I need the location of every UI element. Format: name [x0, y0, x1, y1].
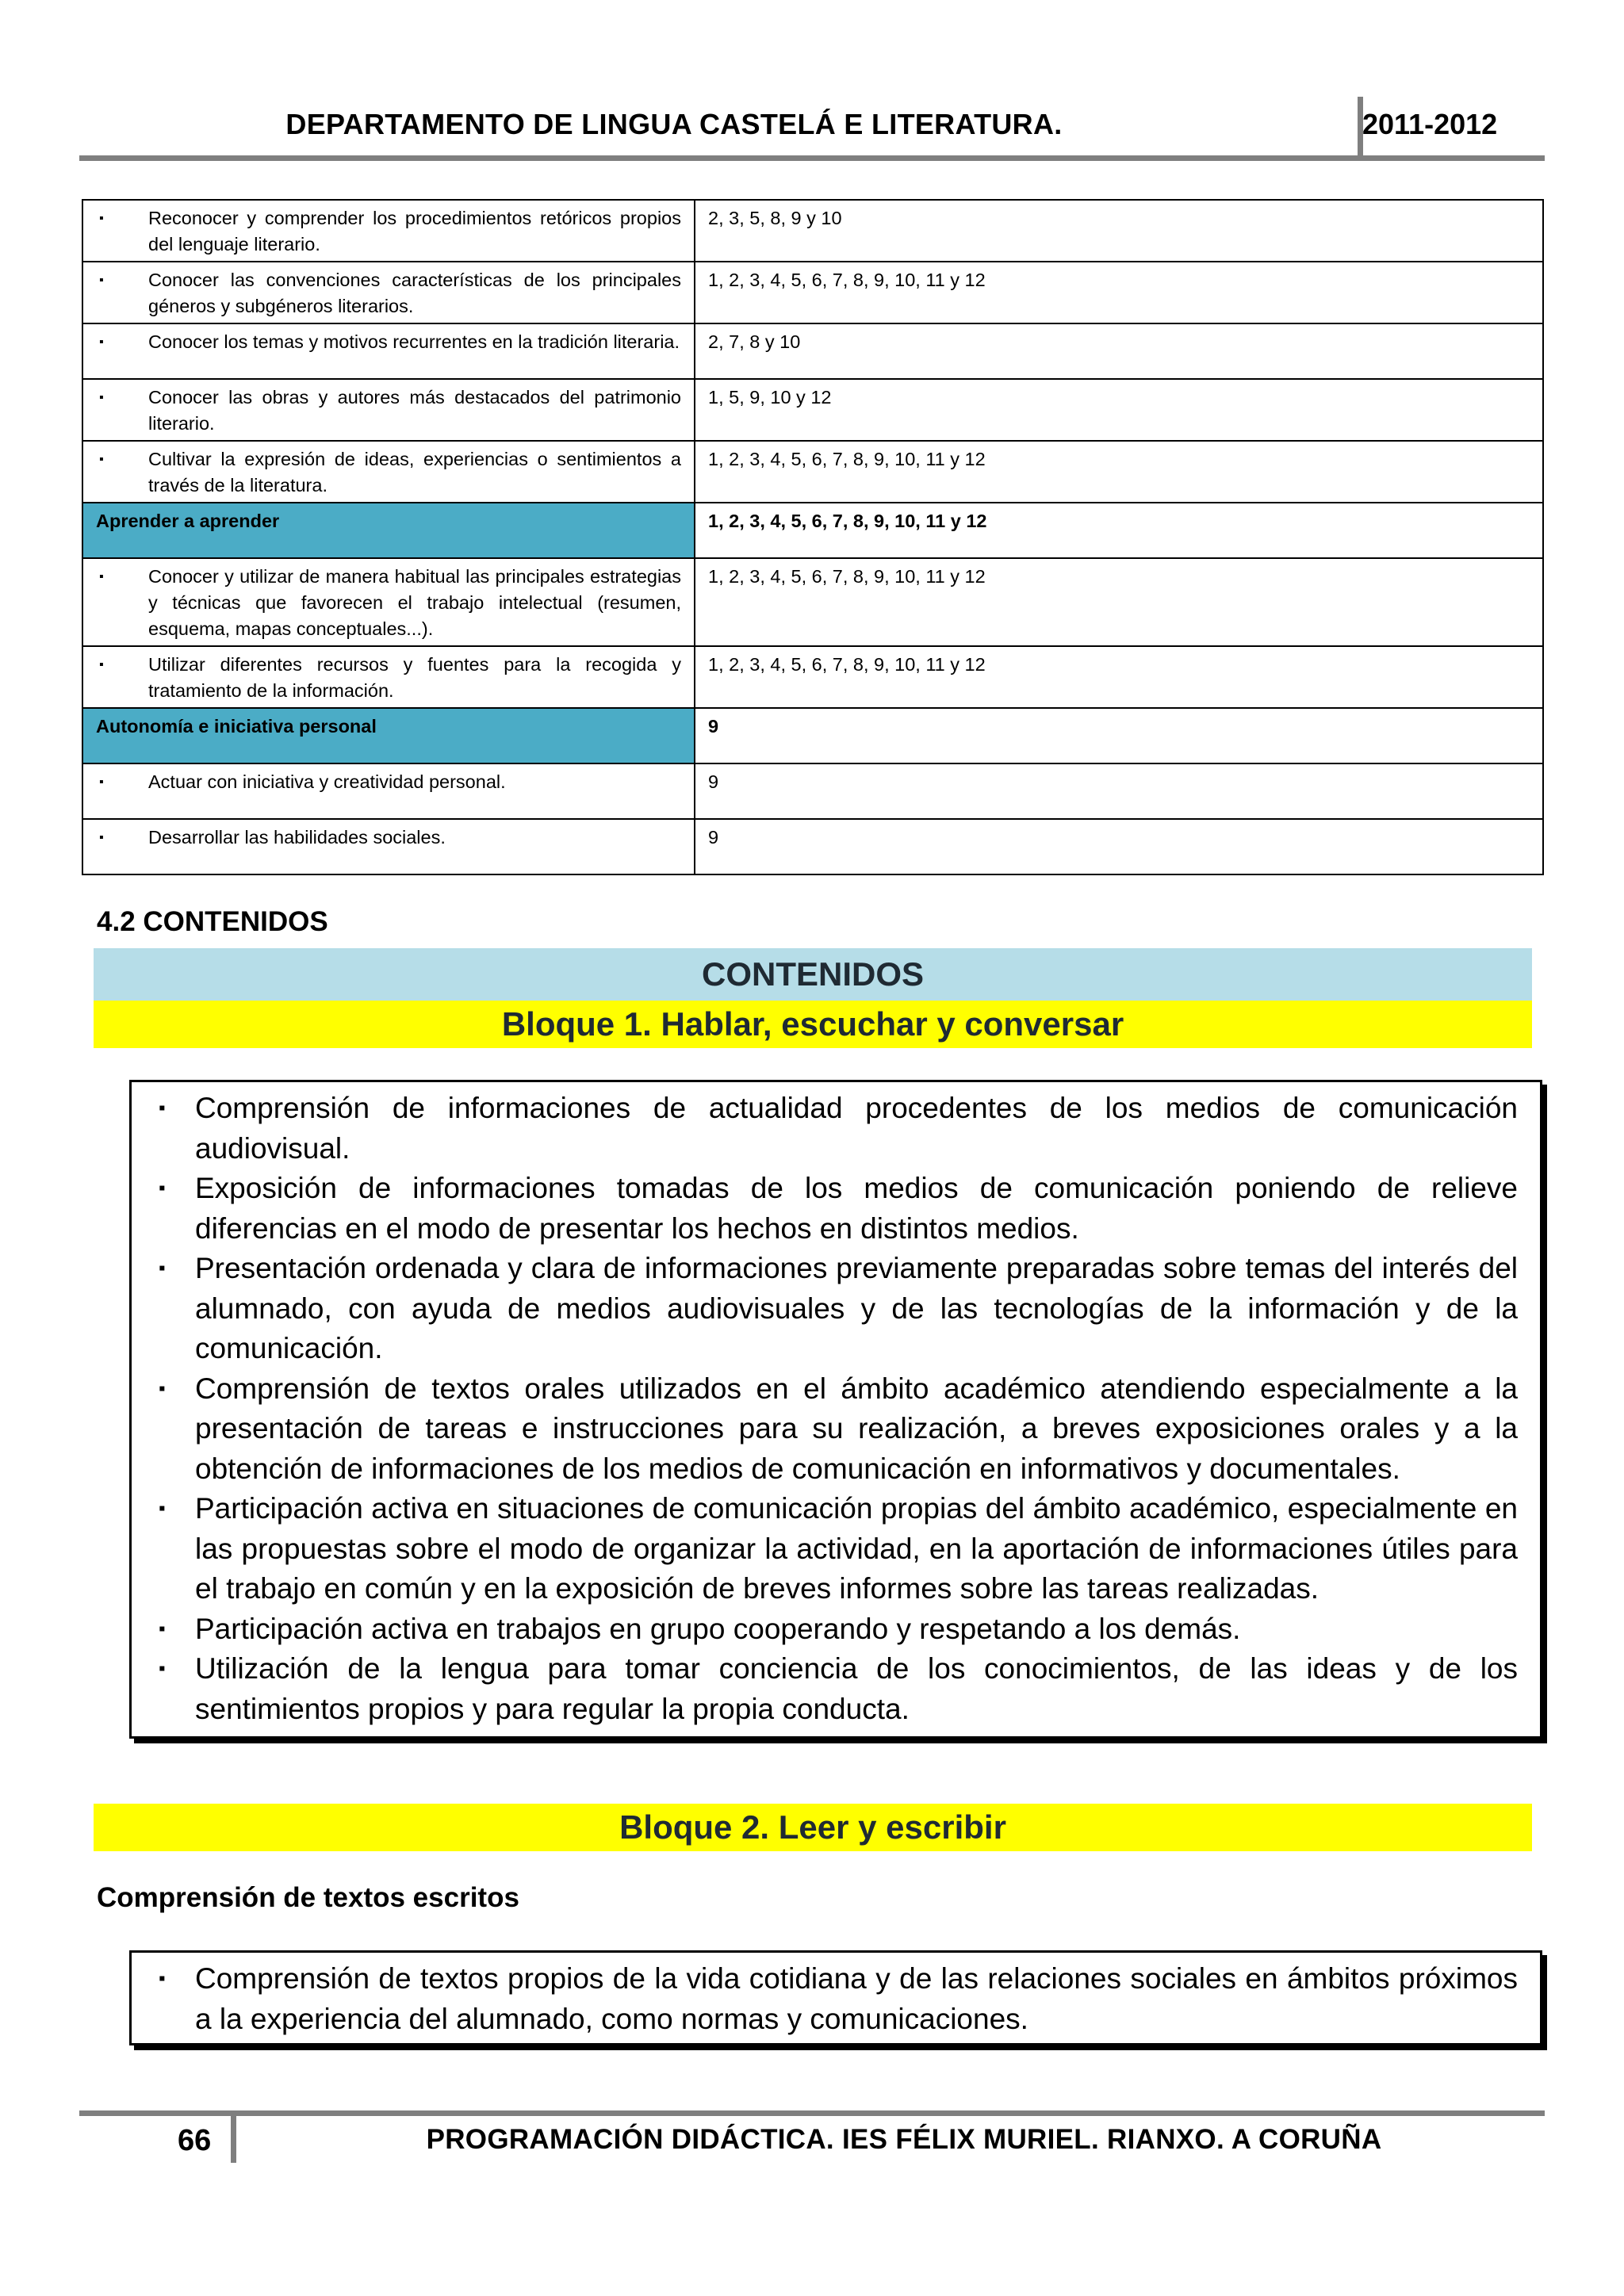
list-item [147, 1369, 1518, 1490]
competence-cell [82, 323, 695, 379]
list-item-text: Comprensión de textos propios de la vida cotidiana y de las relaciones sociales en ámbitos próximos a la experiencia del alumnado, como normas y comunicaciones. [195, 1962, 1518, 2035]
competence-text: Desarrollar las habilidades sociales. [148, 827, 446, 848]
bullet-icon: ▪ [159, 1377, 166, 1399]
bullet-icon: ▪ [159, 1968, 166, 1989]
table-section-row [82, 503, 1543, 558]
competence-cell [82, 379, 695, 441]
units-cell: 9 [695, 763, 1543, 819]
table-row [82, 819, 1543, 874]
list-item [147, 1649, 1518, 1729]
table-row [82, 441, 1543, 503]
bullet-icon: ▪ [99, 391, 104, 404]
table-row [82, 646, 1543, 708]
table-row [82, 262, 1543, 323]
units-cell: 9 [695, 708, 1543, 763]
document-header-title: DEPARTAMENTO DE LINGUA CASTELÁ E LITERATURA. [285, 108, 1063, 140]
competence-text: Utilizar diferentes recursos y fuentes para la recogida y tratamiento de la información. [148, 654, 681, 701]
table-row [82, 323, 1543, 379]
list-item-text: Presentación ordenada y clara de informaciones previamente preparadas sobre temas del interés del alumnado, con ayuda de medios audiovisuales y de las tecnologías de la información y de la comunicación. [195, 1252, 1518, 1364]
footer-divider [231, 2110, 236, 2163]
list-item-text: Participación activa en trabajos en grupo cooperando y respetando a los demás. [195, 1612, 1241, 1645]
competence-cell: Aprender a aprender [82, 503, 695, 558]
bullet-icon: ▪ [159, 1257, 166, 1279]
competence-cell [82, 646, 695, 708]
list-item-text: Comprensión de informaciones de actualidad procedentes de los medios de comunicación audiovisual. [195, 1092, 1518, 1165]
bullet-icon: ▪ [99, 831, 104, 844]
bullet-icon: ▪ [99, 775, 104, 789]
bullet-icon: ▪ [99, 570, 104, 584]
units-cell: 2, 3, 5, 8, 9 y 10 [695, 200, 1543, 262]
units-cell: 1, 2, 3, 4, 5, 6, 7, 8, 9, 10, 11 y 12 [695, 503, 1543, 558]
list-item-text: Comprensión de textos orales utilizados en el ámbito académico atendiendo especialmente a la presentación de tareas e instrucciones para su realización, a breves exposiciones orales y a la obtención de informaciones de los medios de comunicación en informativos y documentales. [195, 1372, 1518, 1485]
page-number: 66 [178, 2124, 212, 2157]
units-cell: 2, 7, 8 y 10 [695, 323, 1543, 379]
list-item [147, 1609, 1518, 1650]
competence-cell [82, 763, 695, 819]
competence-cell [82, 200, 695, 262]
units-cell: 1, 2, 3, 4, 5, 6, 7, 8, 9, 10, 11 y 12 [695, 558, 1543, 646]
list-item-text: Exposición de informaciones tomadas de los medios de comunicación poniendo de relieve diferencias en el modo de presentar los hechos en distintos medios. [195, 1172, 1518, 1245]
section-heading: 4.2 CONTENIDOS [97, 906, 328, 937]
units-cell: 1, 2, 3, 4, 5, 6, 7, 8, 9, 10, 11 y 12 [695, 441, 1543, 503]
competence-cell [82, 441, 695, 503]
footer-rule [79, 2110, 1545, 2116]
bloque2-list [147, 1959, 1518, 2039]
list-item [147, 1089, 1518, 1169]
bullet-icon: ▪ [159, 1498, 166, 1519]
competence-cell [82, 558, 695, 646]
competence-cell [82, 819, 695, 874]
bullet-icon: ▪ [99, 274, 104, 287]
competence-cell [82, 262, 695, 323]
list-item [147, 1249, 1518, 1369]
bloque1-content-box [129, 1080, 1542, 1739]
list-item-text: Utilización de la lengua para tomar conciencia de los conocimientos, de las ideas y de los sentimientos propios y para regular la propia conducta. [195, 1652, 1518, 1725]
footer-text: PROGRAMACIÓN DIDÁCTICA. IES FÉLIX MURIEL. RIANXO. A CORUÑA [426, 2124, 1382, 2155]
table-row [82, 763, 1543, 819]
table-row [82, 379, 1543, 441]
bullet-icon: ▪ [99, 453, 104, 466]
contenidos-banner: CONTENIDOS [94, 948, 1532, 1001]
competence-text: Conocer las convenciones características de los principales géneros y subgéneros literarios. [148, 270, 681, 316]
bullet-icon: ▪ [159, 1177, 166, 1199]
competence-cell: Autonomía e iniciativa personal [82, 708, 695, 763]
document-header-year: 2011-2012 [1362, 108, 1498, 140]
list-item [147, 1169, 1518, 1249]
units-cell: 1, 2, 3, 4, 5, 6, 7, 8, 9, 10, 11 y 12 [695, 262, 1543, 323]
bullet-icon: ▪ [159, 1097, 166, 1119]
bullet-icon: ▪ [99, 335, 104, 349]
competence-text: Conocer y utilizar de manera habitual las principales estrategias y técnicas que favorecen el trabajo intelectual (resumen, esquema, mapas conceptuales...). [148, 566, 681, 639]
table-section-row [82, 708, 1543, 763]
competence-text: Actuar con iniciativa y creatividad personal. [148, 771, 506, 792]
bloque2-content-box [129, 1950, 1542, 2045]
bloque1-banner: Bloque 1. Hablar, escuchar y conversar [94, 1001, 1532, 1048]
competence-text: Reconocer y comprender los procedimientos retóricos propios del lenguaje literario. [148, 208, 681, 254]
bullet-icon: ▪ [159, 1617, 166, 1640]
competence-text: Cultivar la expresión de ideas, experiencias o sentimientos a través de la literatura. [148, 449, 681, 496]
bloque2-subheading: Comprensión de textos escritos [97, 1882, 519, 1913]
bullet-icon: ▪ [159, 1658, 166, 1679]
list-item [147, 1959, 1518, 2039]
units-cell: 9 [695, 819, 1543, 874]
table-row [82, 200, 1543, 262]
header-rule [79, 155, 1545, 161]
bloque2-banner: Bloque 2. Leer y escribir [94, 1804, 1532, 1851]
competence-text: Conocer los temas y motivos recurrentes en la tradición literaria. [148, 331, 680, 352]
list-item-text: Participación activa en situaciones de comunicación propias del ámbito académico, especialmente en las propuestas sobre el modo de organizar la actividad, en la aportación de informaciones útiles para el trabajo en común y en la exposición de breves informes sobre las tareas realizadas. [195, 1492, 1518, 1605]
bullet-icon: ▪ [99, 212, 104, 225]
units-cell: 1, 2, 3, 4, 5, 6, 7, 8, 9, 10, 11 y 12 [695, 646, 1543, 708]
bloque1-list [147, 1089, 1518, 1729]
list-item [147, 1489, 1518, 1609]
bullet-icon: ▪ [99, 658, 104, 672]
table-row [82, 558, 1543, 646]
competence-text: Conocer las obras y autores más destacados del patrimonio literario. [148, 387, 681, 434]
units-cell: 1, 5, 9, 10 y 12 [695, 379, 1543, 441]
competencias-table [82, 199, 1544, 875]
